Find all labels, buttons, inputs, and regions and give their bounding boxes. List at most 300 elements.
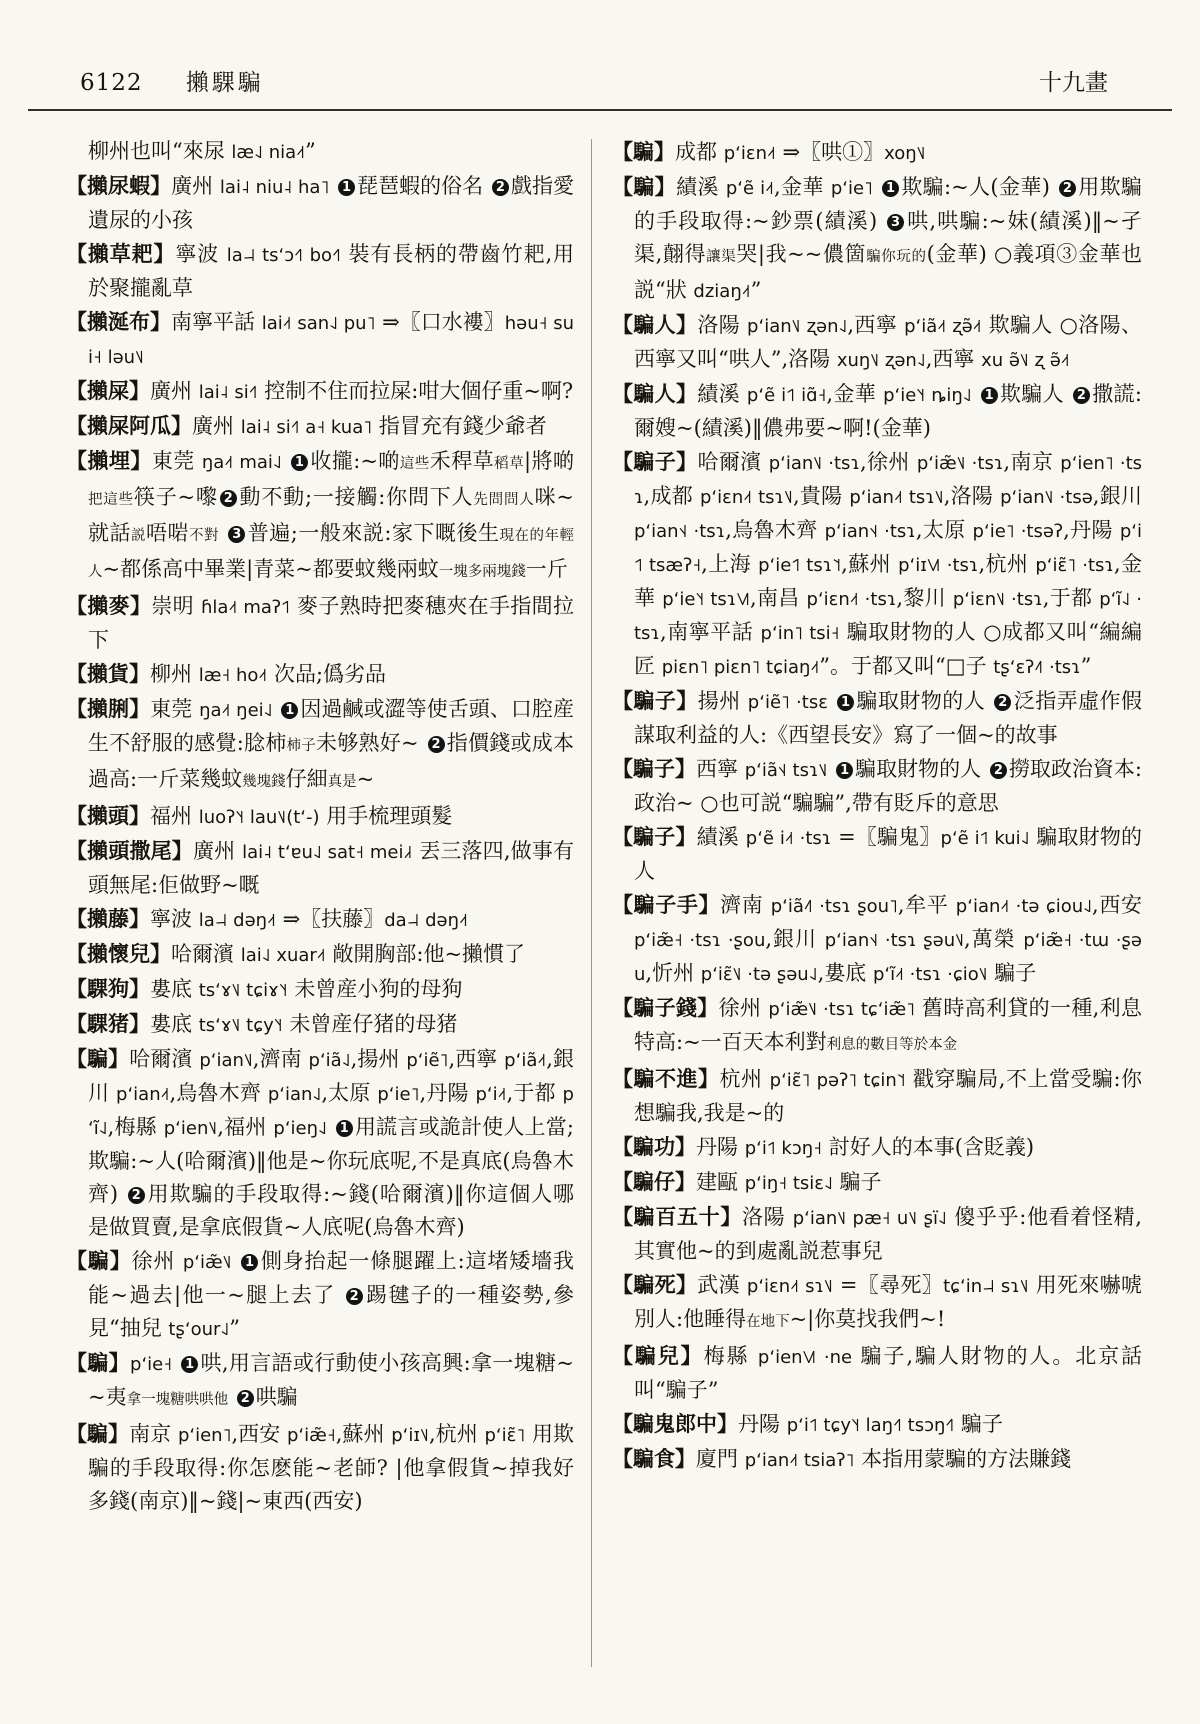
definition-text: ,忻州 bbox=[645, 961, 701, 985]
sense-number: 1 bbox=[241, 1254, 258, 1271]
definition-text: 動不動;一接觸:你問下人 bbox=[238, 485, 474, 509]
sense-number: 3 bbox=[887, 214, 904, 231]
phonetic-transcription: pʻiẽ˥ bbox=[406, 1050, 449, 1071]
definition-text bbox=[282, 449, 289, 473]
headword: 【攋草耙】 bbox=[66, 241, 176, 266]
definition-text: ⇒〖哄①〗 bbox=[775, 140, 885, 164]
phonetic-transcription: pʻiã˦˨ tsɿ˥˩ bbox=[744, 760, 828, 781]
page-header bbox=[0, 0, 1200, 97]
sense-number: 2 bbox=[128, 1187, 145, 1204]
phonetic-transcription: pʻie˧ bbox=[130, 1354, 173, 1375]
definition-text bbox=[172, 1351, 179, 1375]
headword: 【騙兒】 bbox=[612, 1343, 704, 1368]
definition-text: 唔啱 bbox=[146, 521, 190, 545]
definition-text: ,銀川 bbox=[765, 927, 825, 951]
phonetic-transcription: pʻian˨˦ tsɿ˥˩ bbox=[849, 487, 944, 508]
headword: 【騙人】 bbox=[612, 381, 698, 406]
sense-number: 1 bbox=[181, 1356, 198, 1373]
phonetic-transcription: pʻian˥˩ ·tsɿ bbox=[768, 453, 860, 474]
headword: 【騙食】 bbox=[612, 1446, 696, 1471]
definition-text: 寧波 bbox=[175, 242, 227, 266]
dict-entry bbox=[66, 937, 574, 972]
headword: 【騙不進】 bbox=[612, 1066, 720, 1091]
definition-text: 敞開胸部:他~攋慣了 bbox=[325, 942, 526, 966]
definition-text: ,金華 bbox=[634, 552, 1143, 610]
headword: 【攋屎阿瓜】 bbox=[66, 413, 192, 438]
phonetic-transcription: pʻiɛn˨˦ tsɿ˥˩ bbox=[699, 487, 793, 508]
phonetic-transcription: pʻie˥˧ ȵiŋ˨˩ bbox=[883, 385, 972, 406]
sense-number: 2 bbox=[346, 1288, 363, 1305]
definition-text: ~|你莫找我們~! bbox=[789, 1307, 946, 1331]
definition-text: 崇明 bbox=[151, 594, 201, 618]
phonetic-transcription: pʻẽ i˨˦ ·tsɿ bbox=[745, 828, 832, 849]
definition-text: 成都 bbox=[675, 140, 724, 164]
definition-text: 欺騙:~人(金華) bbox=[900, 175, 1057, 199]
dict-entry bbox=[66, 169, 574, 237]
definition-text: 徐州 bbox=[131, 1249, 183, 1273]
definition-text: ,西寧 bbox=[448, 1047, 505, 1071]
headword: 【騙百五十】 bbox=[612, 1204, 743, 1229]
dict-entry bbox=[66, 374, 574, 409]
definition-text: 踢毽子的一種姿勢,參見“抽兒 bbox=[88, 1283, 574, 1340]
headword: 【騙子錢】 bbox=[612, 995, 719, 1020]
phonetic-transcription: lai˨ si˧˥ bbox=[198, 382, 258, 403]
sense-number: 2 bbox=[1073, 387, 1090, 404]
headword: 【騙】 bbox=[66, 1046, 130, 1071]
headword: 【騙子】 bbox=[612, 824, 697, 849]
phonetic-transcription: pʻian˨˦ bbox=[116, 1084, 170, 1105]
definition-text: 福州 bbox=[150, 804, 199, 828]
phonetic-transcription: lai˨ si˧˥ a˧ kua˥ bbox=[240, 417, 373, 438]
definition-text: 杭州 bbox=[719, 1067, 770, 1091]
dict-entry bbox=[66, 834, 574, 902]
definition-text: 東莞 bbox=[150, 697, 200, 721]
headword: 【騙子】 bbox=[612, 449, 698, 474]
definition-text: 本指用蒙騙的方法賺錢 bbox=[854, 1447, 1072, 1471]
definition-text: ,丹陽 bbox=[419, 1081, 476, 1105]
headword: 【騙子手】 bbox=[612, 892, 721, 917]
definition-text: 普遍;一般來説:家下嘅後生 bbox=[247, 521, 500, 545]
dict-entry bbox=[66, 409, 574, 444]
phonetic-transcription: xoŋ˥˩ bbox=[884, 143, 926, 164]
definition-text: ,西安 bbox=[231, 1422, 287, 1446]
phonetic-transcription: pʻẽ i˦˥ kui˨˩ bbox=[940, 828, 1030, 849]
definition-text: 丟三落四,做事有頭無尾:佢做野~嘅 bbox=[88, 839, 574, 897]
sense-number: 2 bbox=[492, 179, 509, 196]
definition-text: 用欺騙的手段取得:你怎麽能~老師? |他拿假貨~掉我好多錢(南京)‖~錢|~東西(西安) bbox=[88, 1422, 575, 1513]
dict-entry bbox=[66, 902, 574, 937]
definition-text: 仔細 bbox=[285, 767, 328, 791]
definition-text: 欺騙人 bbox=[999, 382, 1071, 406]
definition-text: ,金華 bbox=[826, 382, 884, 406]
definition-text: 婁底 bbox=[150, 977, 199, 1001]
definition-text: 廣州 bbox=[192, 839, 243, 863]
gloss-annotation: 拿一塊糖哄哄他 bbox=[126, 1392, 229, 1408]
headword: 【攋涎布】 bbox=[66, 309, 171, 334]
gloss-annotation: 讓渠 bbox=[706, 249, 737, 265]
definition-text: 騙取財物的人 bbox=[856, 689, 993, 713]
phonetic-transcription: pʻiæ̃˥˩ ·tsɿ tɕʻiæ̃˥ bbox=[768, 999, 916, 1020]
definition-text: 撈取政治資本:政治~ ○也可説“騙騙”,帶有貶斥的意思 bbox=[634, 757, 1142, 815]
definition-text: 廣州 bbox=[192, 414, 241, 438]
definition-text: 建甌 bbox=[696, 1170, 745, 1194]
dict-entry bbox=[612, 684, 1142, 752]
definition-text: 傻乎乎:他看着怪精,其實他~的到處亂説惹事兒 bbox=[634, 1205, 1142, 1263]
right-column bbox=[612, 135, 1142, 1518]
definition-text: ,萬榮 bbox=[964, 927, 1024, 951]
definition-text: 咪~就話 bbox=[88, 485, 575, 545]
definition-text: 騙子 bbox=[954, 1412, 1003, 1436]
definition-text: 用死來嚇唬別人:他睡得 bbox=[634, 1273, 1142, 1331]
phonetic-transcription: pʻian˦˨ ·tsɿ bbox=[634, 521, 726, 542]
definition-text: ,梅縣 bbox=[107, 1115, 164, 1139]
definition-text bbox=[273, 697, 280, 721]
phonetic-transcription: ɦla˨˦ maʔ˦˥ bbox=[201, 597, 290, 618]
gloss-annotation: 説 bbox=[131, 528, 147, 544]
definition-text bbox=[828, 689, 835, 713]
definition-text: 揚州 bbox=[697, 689, 748, 713]
phonetic-transcription: pʻiɛn˨˦ bbox=[723, 143, 776, 164]
definition-text: 討好人的本事(含貶義) bbox=[822, 1135, 1035, 1159]
phonetic-transcription: pʻian˥˩ ʐən˨˩ bbox=[747, 316, 848, 337]
headword: 【攋屎】 bbox=[66, 378, 150, 403]
definition-text: ~ bbox=[356, 767, 375, 791]
sense-number: 3 bbox=[228, 526, 245, 543]
dict-entry bbox=[612, 1165, 1142, 1200]
definition-text: ,丹陽 bbox=[1063, 518, 1120, 542]
definition-text: ,蘇州 bbox=[841, 552, 899, 576]
definition-text bbox=[232, 1249, 240, 1273]
dict-entry bbox=[612, 445, 1142, 684]
sense-number: 1 bbox=[882, 180, 899, 197]
definition-text: ,西寧 bbox=[925, 347, 982, 371]
header-left bbox=[80, 64, 264, 97]
sense-number: 1 bbox=[338, 179, 355, 196]
phonetic-transcription: pʻẽ i˨˦ bbox=[725, 178, 775, 199]
definition-text: 欺騙人 ○洛陽、西寧又叫“哄人”,洛陽 bbox=[634, 313, 1142, 371]
phonetic-transcription: pʻian˨˦ tsiaʔ˥ bbox=[744, 1450, 855, 1471]
definition-text: ,徐州 bbox=[860, 450, 917, 474]
definition-text: ” bbox=[1080, 654, 1092, 678]
phonetic-transcription: pʻie˥˧ tsɿ˥˩˥ bbox=[662, 589, 751, 610]
definition-text: 未曾産仔猪的母猪 bbox=[282, 1012, 458, 1036]
definition-text: ,杭州 bbox=[428, 1422, 485, 1446]
dict-entry bbox=[66, 589, 574, 657]
phonetic-transcription: pʻian˨˩ bbox=[267, 1084, 322, 1105]
definition-text: 哄,用言語或行動使小孩高興:拿一塊糖~~夷 bbox=[88, 1351, 574, 1409]
definition-text: 梅縣 bbox=[703, 1344, 758, 1368]
phonetic-transcription: pʻian˦˨ ·tsɿ ʂəu˥˩ bbox=[824, 930, 965, 951]
phonetic-transcription: pʻiŋ˧ tsiɛ˨˩ bbox=[744, 1173, 833, 1194]
definition-text: =〖騙鬼〗 bbox=[831, 825, 941, 849]
phonetic-transcription: la˨˨ dəŋ˨˦ bbox=[198, 910, 276, 931]
definition-text: 丹陽 bbox=[738, 1412, 787, 1436]
dict-entry bbox=[612, 377, 1142, 445]
definition-text: 寧波 bbox=[150, 907, 199, 931]
dict-entry bbox=[612, 752, 1142, 820]
gloss-annotation: 把這些 bbox=[88, 492, 134, 508]
header-rule bbox=[28, 109, 1172, 111]
gloss-annotation: 柿子 bbox=[286, 738, 317, 754]
phonetic-transcription: pʻiã˨˦ ʐə̃˨˦ bbox=[904, 316, 982, 337]
stroke-count-label: 十九畫 bbox=[1039, 70, 1108, 96]
gloss-annotation: 這些 bbox=[399, 456, 430, 472]
phonetic-transcription: pʻiæ̃˧ ·tɯ ·ʂəu bbox=[634, 930, 1142, 985]
definition-text: 戲指愛遺尿的小孩 bbox=[88, 174, 574, 232]
phonetic-transcription: dziaŋ˨˦ bbox=[693, 281, 751, 302]
phonetic-transcription: pʻiɛn˥˩ ·tsɿ bbox=[952, 589, 1043, 610]
definition-text: 西寧 bbox=[696, 757, 745, 781]
headword: 【攋埋】 bbox=[66, 448, 152, 473]
definition-text: ,太原 bbox=[915, 518, 973, 542]
definition-text: 東莞 bbox=[151, 449, 202, 473]
phonetic-transcription: pʻin˥ tsi˧ bbox=[760, 623, 840, 644]
headword: 【攋脷】 bbox=[66, 696, 151, 721]
phonetic-transcription: pʻieŋ˨˩ bbox=[273, 1118, 327, 1139]
gloss-annotation: 騙你玩的 bbox=[866, 249, 927, 265]
definition-text: ,銀川 bbox=[1092, 484, 1142, 508]
definition-text: 一斤 bbox=[525, 557, 568, 581]
phonetic-transcription: pʻiæ̃˧ bbox=[287, 1425, 336, 1446]
definition-text: 騙取財物的人 bbox=[855, 757, 988, 781]
definition-text: 騙取財物的人 bbox=[634, 825, 1142, 883]
dict-entry bbox=[66, 1244, 574, 1346]
definition-text: ,杭州 bbox=[978, 552, 1036, 576]
headword: 【騍猪】 bbox=[66, 1011, 150, 1036]
sense-number: 2 bbox=[994, 694, 1011, 711]
definition-text: 騙子 bbox=[832, 1170, 882, 1194]
definition-text: 績溪 bbox=[697, 382, 747, 406]
definition-text: ,婁底 bbox=[817, 961, 873, 985]
phonetic-transcription: pʻien˥˩ bbox=[163, 1118, 218, 1139]
definition-text: 廣州 bbox=[150, 379, 199, 403]
dict-entry bbox=[66, 972, 574, 1007]
phonetic-transcription: pʻi˦˥ tsæʔ˧ bbox=[634, 521, 1142, 576]
sense-number: 2 bbox=[990, 762, 1007, 779]
definition-text: 柳州 bbox=[150, 662, 199, 686]
page-number: 6122 bbox=[80, 70, 143, 96]
dict-entry bbox=[66, 1417, 574, 1518]
headword: 【騙仔】 bbox=[612, 1169, 696, 1194]
dict-entry bbox=[612, 1200, 1142, 1268]
phonetic-transcription: pʻie˥ bbox=[377, 1084, 420, 1105]
column-divider bbox=[591, 139, 592, 1667]
definition-text: ,銀川 bbox=[88, 1047, 575, 1105]
definition-text: ” bbox=[750, 278, 762, 302]
definition-text: (金華) ○義項③金華也説“狀 bbox=[634, 242, 1142, 302]
definition-text bbox=[327, 1115, 334, 1139]
headword: 【騙子】 bbox=[612, 688, 698, 713]
definition-text: 未够熟好~ bbox=[316, 731, 426, 755]
phonetic-transcription: pʻiɪ˥˩˥ ·tsɿ bbox=[898, 555, 979, 576]
phonetic-transcription: tɕʻin˨˨ sɿ˥˩ bbox=[943, 1276, 1029, 1297]
definition-text: 騙取財物的人 ○成都又叫“編編匠 bbox=[634, 620, 1142, 678]
header-headwords: 攋騍騙 bbox=[185, 70, 264, 96]
gloss-annotation: 不對 bbox=[189, 528, 220, 544]
definition-text: ,蘇州 bbox=[335, 1422, 392, 1446]
definition-text: ⇒〖扶藤〗 bbox=[275, 907, 385, 931]
definition-text bbox=[873, 175, 880, 199]
definition-text: 丹陽 bbox=[696, 1135, 745, 1159]
dict-entry bbox=[66, 1042, 574, 1244]
phonetic-transcription: pʻiɛ̃˥˩ ·tə ʂəu˨˩ bbox=[700, 964, 818, 985]
definition-text: 騙子 bbox=[987, 961, 1037, 985]
dict-entry bbox=[66, 444, 574, 589]
definition-text: 廈門 bbox=[696, 1447, 745, 1471]
definition-text: 南寧平話 bbox=[171, 310, 262, 334]
dict-entry bbox=[66, 1007, 574, 1042]
definition-text: ” bbox=[229, 1316, 241, 1340]
phonetic-transcription: pʻiæ̃˥˩ ·tsɿ bbox=[916, 453, 1004, 474]
headword: 【騙功】 bbox=[612, 1134, 696, 1159]
phonetic-transcription: pʻi˦˥ tɕy˥˧ laŋ˧˥ tsɔŋ˧˥ bbox=[786, 1415, 955, 1436]
definition-text: 裝有長柄的帶齒竹耙,用於聚攏亂草 bbox=[88, 242, 575, 300]
definition-text: 用欺騙的手段取得:~錢(哈爾濱)‖你這個人哪是做買賣,是拿底假貨~人底呢(烏魯木齊) bbox=[88, 1182, 574, 1239]
sense-number: 1 bbox=[837, 694, 854, 711]
definition-text: |將啲 bbox=[524, 449, 575, 473]
sense-number: 2 bbox=[428, 736, 445, 753]
headword: 【攋尿蝦】 bbox=[66, 173, 172, 198]
phonetic-transcription: pʻiæ̃˧ ·tsɿ ·ʂou bbox=[634, 930, 766, 951]
definition-text: 濟南 bbox=[720, 893, 771, 917]
definition-text: 側身抬起一條腿躍上:這堵矮墻我能~過去|他一~腿上去了 bbox=[88, 1249, 575, 1307]
definition-text: 廣州 bbox=[171, 174, 220, 198]
headword: 【騙】 bbox=[612, 139, 675, 164]
definition-text: ,于都 bbox=[1042, 586, 1100, 610]
definition-text: 泛指弄虛作假謀取利益的人:《西望長安》寫了一個~的故事 bbox=[634, 689, 1142, 747]
definition-text bbox=[329, 174, 336, 198]
sense-number: 2 bbox=[237, 1390, 254, 1407]
phonetic-transcription: læ˧ ho˨˦ bbox=[198, 665, 268, 686]
definition-text: 撒謊:爾嫂~(績溪)‖儂弗要~啊!(金華) bbox=[634, 382, 1142, 440]
phonetic-transcription: pʻian˥˩ pæ˧ u˥˩ ʂï˨˩ bbox=[792, 1208, 947, 1229]
phonetic-transcription: xu ə̃˥˩ ʐ ə̃˨˦ bbox=[981, 350, 1070, 371]
headword: 【騙】 bbox=[66, 1350, 131, 1375]
headword: 【騙死】 bbox=[612, 1272, 698, 1297]
phonetic-transcription: tʂʻɛʔ˨˥ ·tsɿ bbox=[993, 657, 1081, 678]
definition-text: 戳穿騙局,不上當受騙:你想騙我,我是~的 bbox=[634, 1067, 1143, 1125]
phonetic-transcription: pʻiæ̃˥˩ bbox=[182, 1252, 232, 1273]
gloss-annotation: 在地下 bbox=[746, 1314, 790, 1330]
definition-text: 柳州也叫“來尿 bbox=[88, 139, 232, 163]
phonetic-transcription: pʻien˥ ·tsɿ bbox=[634, 453, 1143, 508]
definition-text bbox=[827, 757, 834, 781]
definition-text: 次品;僞劣品 bbox=[267, 662, 387, 686]
definition-text: 用欺騙的手段取得:~鈔票(績溪) bbox=[634, 175, 1143, 233]
definition-text: 因過鹹或澀等使舌頭、口腔産生不舒服的感覺:腍柿 bbox=[88, 697, 574, 755]
definition-text: ,洛陽 bbox=[943, 484, 1001, 508]
sense-number: 1 bbox=[281, 702, 298, 719]
headword: 【騙人】 bbox=[612, 312, 698, 337]
dict-entry bbox=[612, 1130, 1142, 1165]
phonetic-transcription: lai˨ tʻɐu˨˩ sat˧ mei˩˧ bbox=[242, 842, 413, 863]
phonetic-transcription: pʻiɛ̃˥ bbox=[484, 1425, 526, 1446]
phonetic-transcription: la˨˨ tsʻɔ˧˥ bo˧˥ bbox=[226, 245, 341, 266]
definition-text: 未曾産小狗的母狗 bbox=[287, 977, 463, 1001]
gloss-annotation: 真是 bbox=[327, 774, 357, 790]
definition-text: 婁底 bbox=[150, 1012, 199, 1036]
definition-text: 哭|我~~儂箇 bbox=[736, 242, 867, 266]
definition-text bbox=[228, 1385, 235, 1409]
definition-text: 哄騙 bbox=[255, 1385, 298, 1409]
phonetic-transcription: xuŋ˥˩ ʐən˨˩ bbox=[836, 350, 926, 371]
dict-entry bbox=[66, 305, 574, 374]
definition-text: ,于都 bbox=[506, 1081, 563, 1105]
phonetic-transcription: pʻie˥ ·tsəʔ bbox=[972, 521, 1064, 542]
headword: 【攋懷兒】 bbox=[66, 941, 171, 966]
definition-text: 洛陽 bbox=[697, 313, 748, 337]
headword: 【攋藤】 bbox=[66, 906, 150, 931]
phonetic-transcription: pʻiɛn˨˦ sɿ˥˩ bbox=[746, 1276, 833, 1297]
definition-text: ,西安 bbox=[1092, 893, 1142, 917]
definition-text: 武漢 bbox=[697, 1273, 747, 1297]
dict-entry bbox=[612, 1062, 1142, 1130]
dict-entry bbox=[612, 1407, 1142, 1442]
definition-text: 舊時高利貸的一種,利息特高:~一百天本利對 bbox=[634, 996, 1142, 1054]
headword: 【騙】 bbox=[612, 174, 677, 199]
definition-text: 用謊言或詭計使人上當;欺騙:~人(哈爾濱)‖他是~你玩底呢,不是真底(烏魯木齊) bbox=[88, 1115, 575, 1206]
left-column bbox=[66, 135, 574, 1518]
headword: 【騙】 bbox=[66, 1248, 132, 1273]
phonetic-transcription: pʻĩ˨˩ bbox=[88, 1084, 574, 1139]
dict-entry bbox=[612, 170, 1142, 308]
headword: 【騙鬼郎中】 bbox=[612, 1411, 738, 1436]
definition-text: 騙子,騙人財物的人。北京話叫“騙子” bbox=[634, 1344, 1142, 1402]
dict-entry bbox=[66, 1346, 574, 1417]
definition-text: 哄,哄騙:~妹(績溪)‖~孑渠,翸得 bbox=[634, 209, 1142, 266]
gloss-annotation: 現在的年輕人 bbox=[88, 528, 575, 580]
phonetic-transcription: piɛn˥ piɛn˥ tɕiaŋ˨˦ bbox=[661, 657, 820, 678]
definition-text: ,貴陽 bbox=[792, 484, 850, 508]
headword: 【騍狗】 bbox=[66, 976, 150, 1001]
headword: 【騙子】 bbox=[612, 756, 697, 781]
phonetic-transcription: pʻian˨˦ ·tə ɕiou˨˩ bbox=[955, 896, 1093, 917]
definition-text: ,揚州 bbox=[350, 1047, 407, 1071]
content-columns bbox=[0, 135, 1200, 1518]
sense-number: 1 bbox=[836, 762, 853, 779]
sense-number: 1 bbox=[336, 1120, 353, 1137]
definition-text: 收攏:~啲 bbox=[309, 449, 400, 473]
phonetic-transcription: pʻie˥ bbox=[830, 178, 873, 199]
definition-text: ⇒〖口水褸〗 bbox=[375, 310, 505, 334]
definition-text: ,金華 bbox=[774, 175, 831, 199]
phonetic-transcription: pʻiɛn˨˦ ·tsɿ bbox=[806, 589, 897, 610]
definition-text: ” bbox=[305, 139, 316, 163]
headword: 【攋貨】 bbox=[66, 661, 150, 686]
definition-text: ,牟平 bbox=[897, 893, 956, 917]
phonetic-transcription: lai˨ niu˨ ha˥ bbox=[219, 177, 330, 198]
definition-text: 琵琶蝦的俗名 bbox=[357, 174, 490, 198]
phonetic-transcription: læ˨˩ nia˨˦ bbox=[231, 142, 306, 163]
gloss-annotation: 先問問人 bbox=[473, 492, 535, 508]
phonetic-transcription: pʻi˦˥ kɔŋ˧ bbox=[744, 1138, 823, 1159]
dict-entry bbox=[66, 799, 574, 834]
phonetic-transcription: pʻian˦˨ ·tsɿ bbox=[824, 521, 916, 542]
definition-text: ,南京 bbox=[1003, 450, 1061, 474]
definition-text: 績溪 bbox=[676, 175, 726, 199]
definition-text: 禾稈草 bbox=[429, 449, 495, 473]
definition-text: 哈爾濱 bbox=[171, 942, 241, 966]
definition-text: ,福州 bbox=[217, 1115, 274, 1139]
definition-text: 指價錢或成本過高:一斤菜幾蚊 bbox=[88, 731, 575, 791]
definition-text: ”。于都又叫“□子 bbox=[819, 654, 994, 678]
phonetic-transcription: pʻẽ i˦˥ iɑ̃˧ bbox=[746, 385, 827, 406]
phonetic-transcription: pʻiã˨˦ bbox=[504, 1050, 547, 1071]
definition-text: 南京 bbox=[129, 1422, 178, 1446]
definition-text: ,南寧平話 bbox=[659, 620, 761, 644]
gloss-annotation: 利息的數目等於本金 bbox=[826, 1037, 958, 1053]
phonetic-transcription: həu˧ sui˧ ləu˥˩ bbox=[88, 313, 575, 368]
